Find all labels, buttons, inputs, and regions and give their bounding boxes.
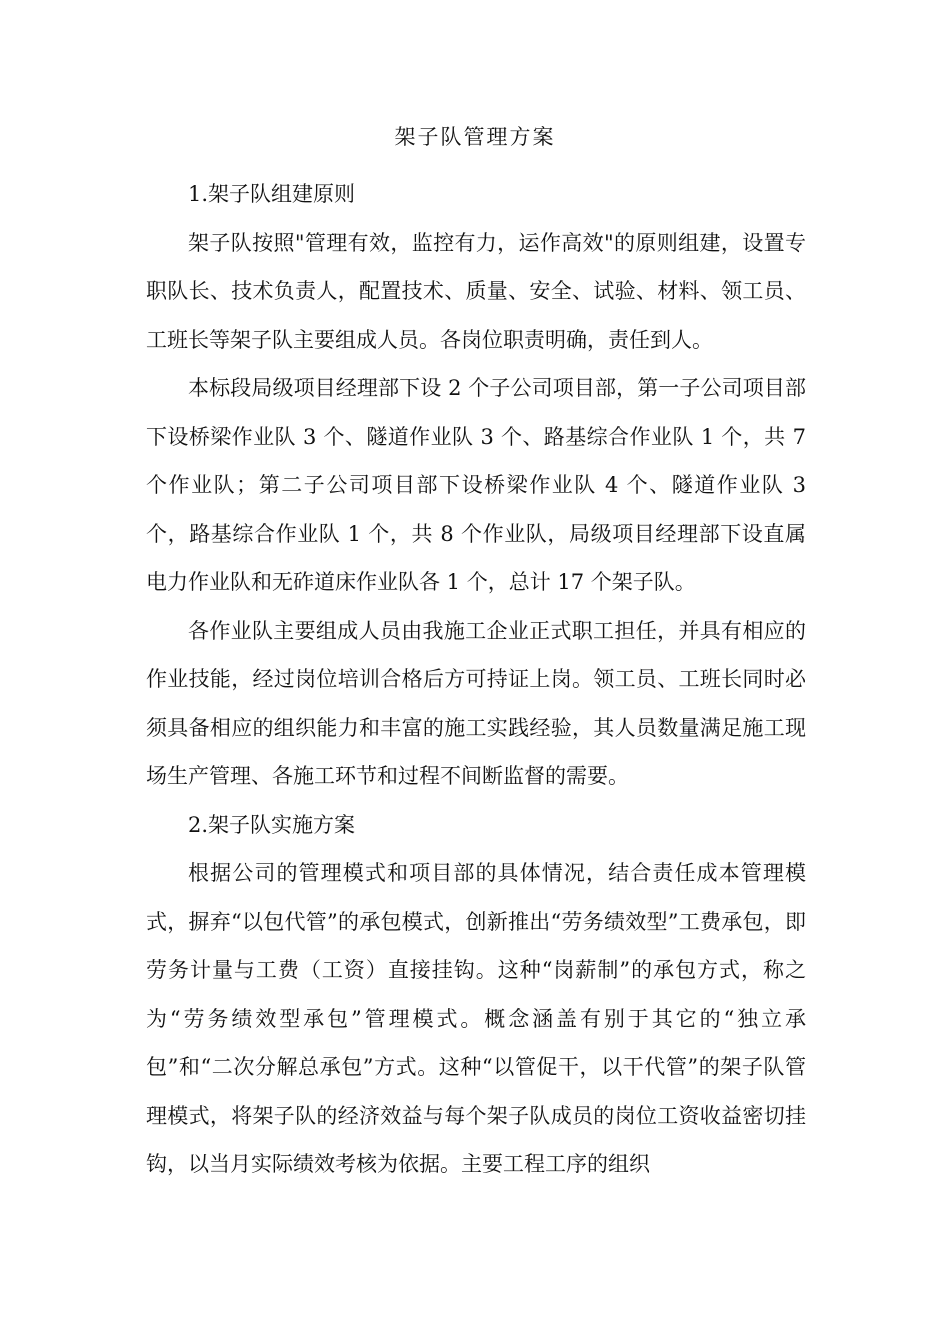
paragraph: 各作业队主要组成人员由我施工企业正式职工担任，并具有相应的作业技能，经过岗位培训合格后方可持证上岗。领工员、工班长同时必须具备相应的组织能力和丰富的施工实践经验，其人员数量满足施工现场生产管理、各施工环节和过程不间断监督的需要。 — [146, 618, 806, 788]
document-body — [146, 170, 806, 1189]
paragraph: 本标段局级项目经理部下设 2 个子公司项目部，第一子公司项目部下设桥梁作业队 3 个、隧道作业队 3 个、路基综合作业队 1 个，共 7 个作业队；第二子公司项目部下设桥梁作业队 4 个、隧道作业队 3 个，路基综合作业队 1 个，共 8 个作业队，局级项目经理部下设直属电力作业队和无砟道床作业队各 1 个，总计 17 个架子队。 — [146, 376, 806, 594]
section-heading: 1.架子队组建原则 — [188, 182, 356, 206]
paragraph: 架子队按照"管理有效，监控有力，运作高效"的原则组建，设置专职队长、技术负责人，配置技术、质量、安全、试验、材料、领工员、工班长等架子队主要组成人员。各岗位职责明确，责任到人。 — [146, 230, 806, 352]
section-heading: 2.架子队实施方案 — [188, 812, 356, 837]
document-title: 架子队管理方案 — [394, 125, 556, 149]
paragraph: 根据公司的管理模式和项目部的具体情况，结合责任成本管理模式，摒弃“以包代管”的承包模式，创新推出“劳务绩效型”工费承包，即劳务计量与工费（工资）直接挂钩。这种“岗薪制”的承包方式，称之为“劳务绩效型承包”管理模式。概念涵盖有别于其它的“独立承包”和“二次分解总承包”方式。这种“以管促干，以干代管”的架子队管理模式，将架子队的经济效益与每个架子队成员的岗位工资收益密切挂钩，以当月实际绩效考核为依据。主要工程工序的组织 — [146, 861, 806, 1176]
